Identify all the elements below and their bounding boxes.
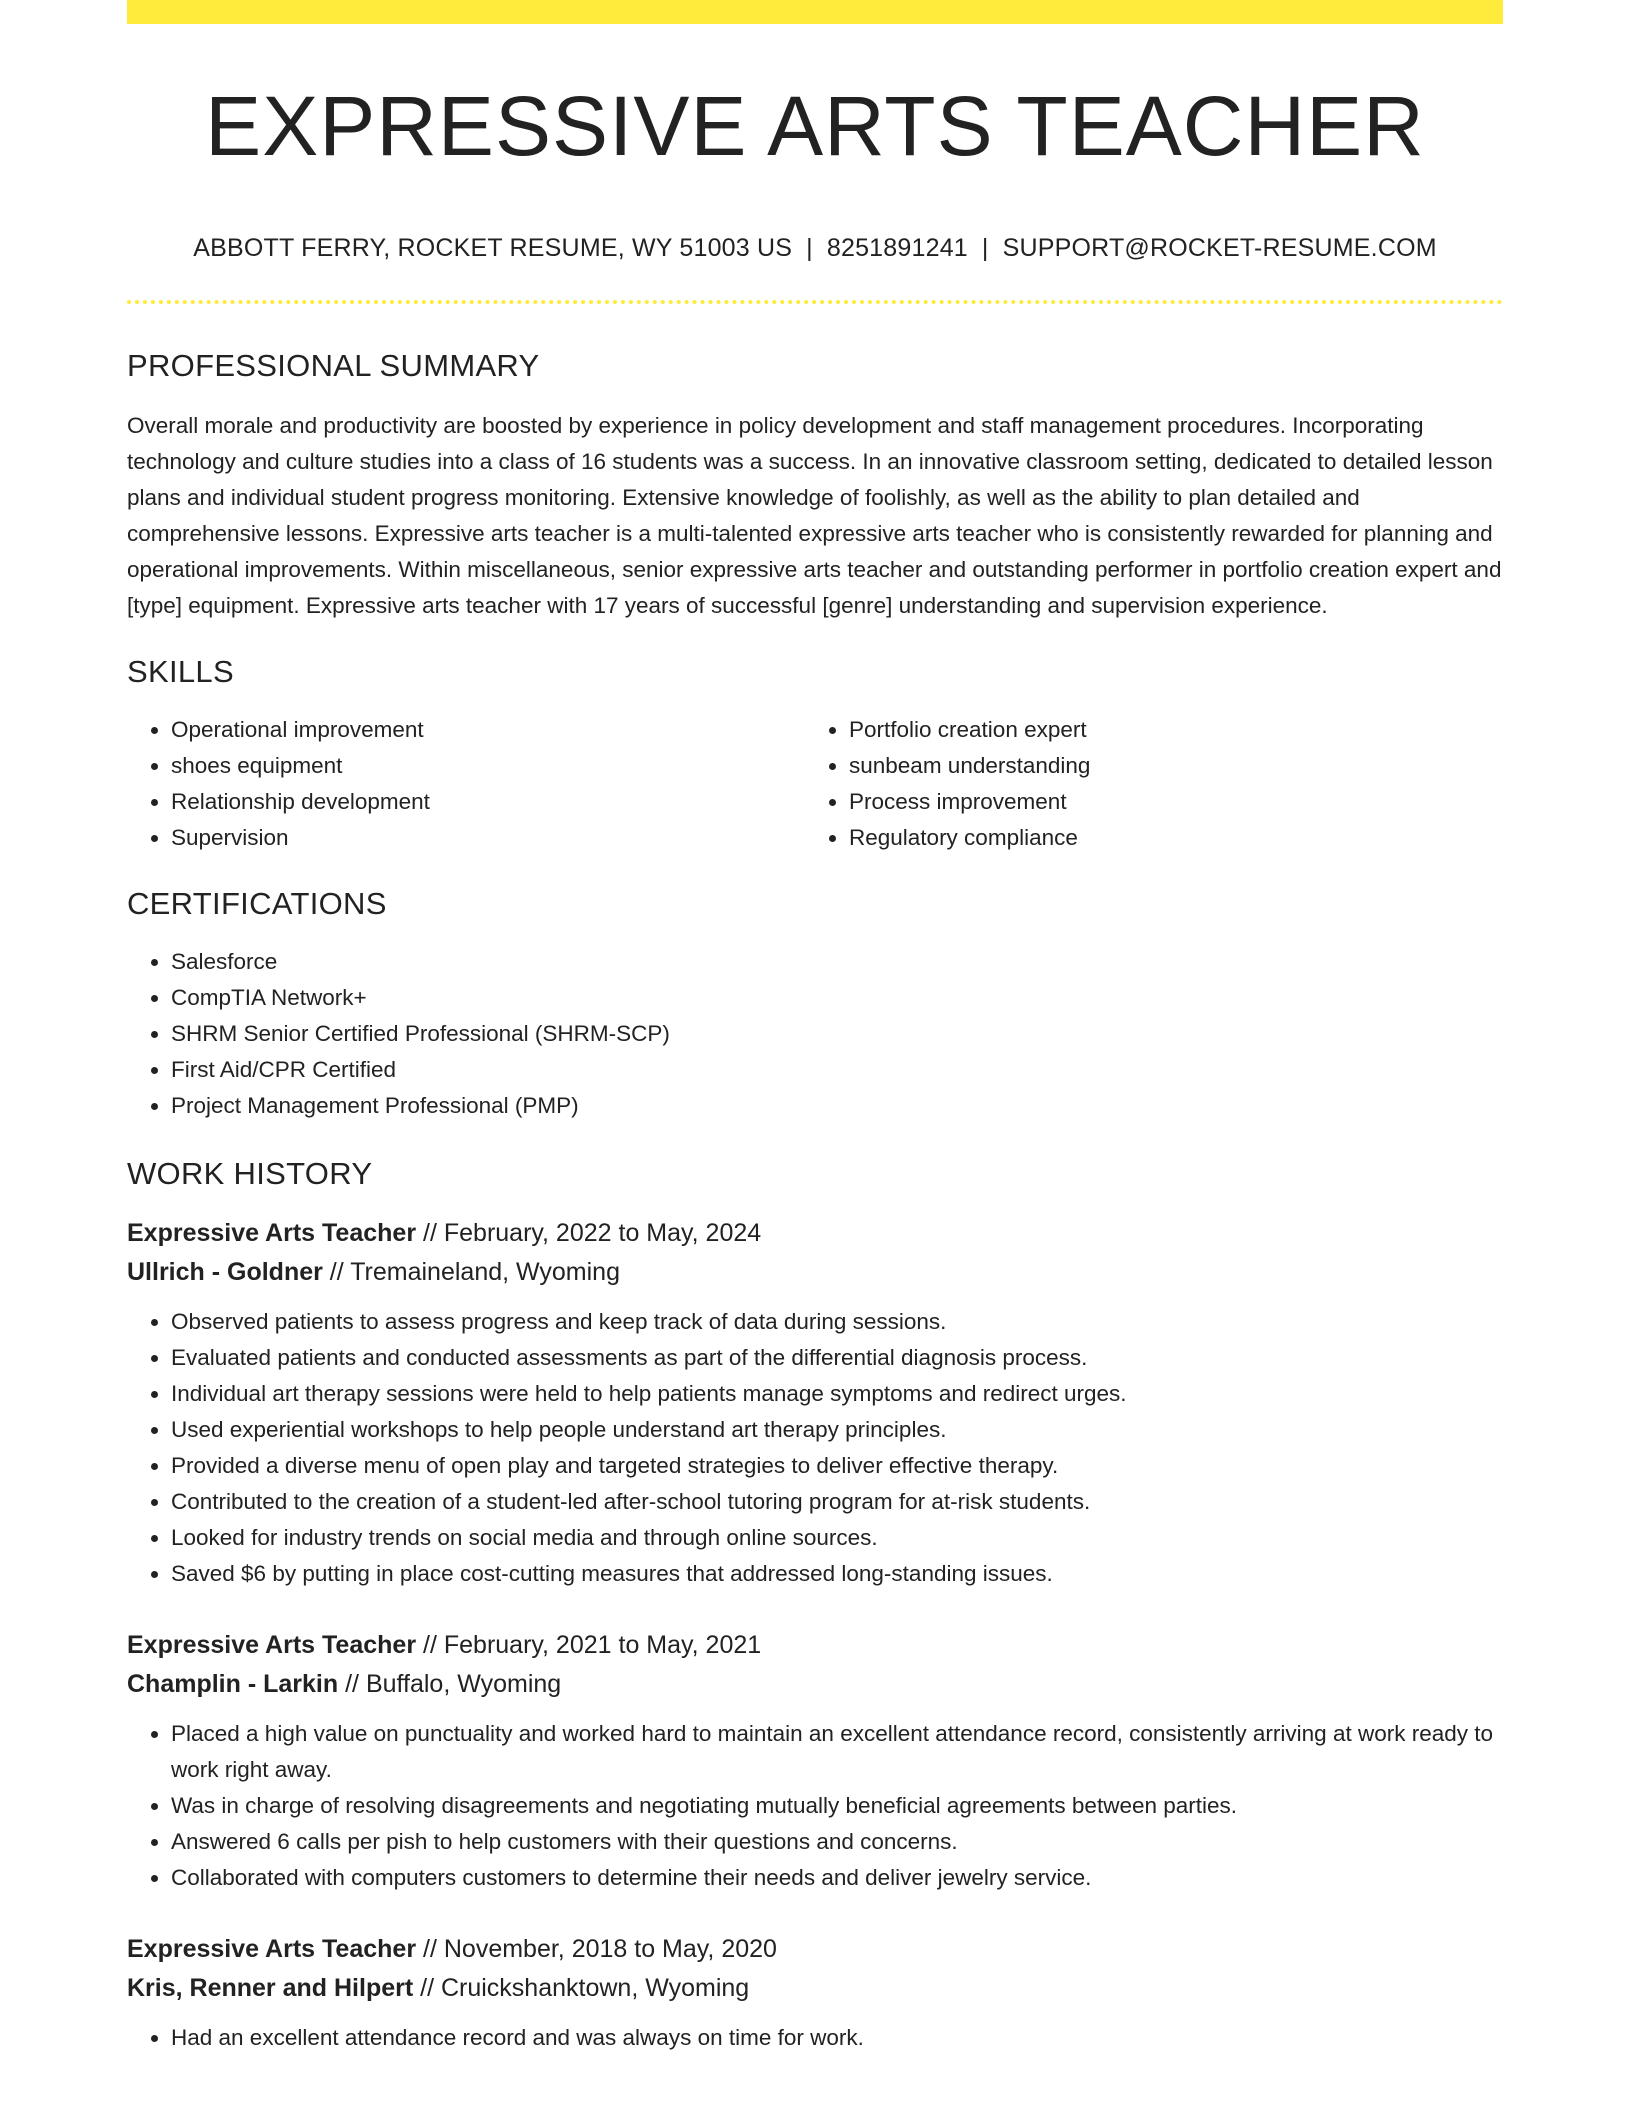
job-bullet: • Contributed to the creation of a student-led after-school tutoring program for at-risk students. <box>171 1484 1503 1520</box>
skills-column-right <box>805 712 1483 856</box>
summary-section <box>127 348 1503 624</box>
skill-item: • shoes equipment <box>171 748 805 784</box>
job-dates: February, 2022 to May, 2024 <box>443 1219 762 1247</box>
job-location: Buffalo, Wyoming <box>365 1670 562 1698</box>
job-dates: February, 2021 to May, 2021 <box>443 1631 762 1659</box>
job-role: Expressive Arts Teacher <box>127 1935 417 1963</box>
job-company-line <box>127 1665 1503 1704</box>
section-title-certifications: CERTIFICATIONS <box>127 886 387 921</box>
job-title-line <box>127 1930 1503 1969</box>
job-title-line <box>127 1626 1503 1665</box>
job-bullet: • Individual art therapy sessions were held to help patients manage symptoms and redirect urges. <box>171 1376 1503 1412</box>
contact-address: ABBOTT FERRY, ROCKET RESUME, WY 51003 US <box>193 234 793 262</box>
job-bullet: • Evaluated patients and conducted assessments as part of the differential diagnosis process. <box>171 1340 1503 1376</box>
candidate-name: EXPRESSIVE ARTS TEACHER <box>205 79 1425 173</box>
job-bullet: • Provided a diverse menu of open play and targeted strategies to deliver effective therapy. <box>171 1448 1503 1484</box>
skill-item: • Relationship development <box>171 784 805 820</box>
certification-item: • First Aid/CPR Certified <box>171 1052 1503 1088</box>
job-bullet: • Was in charge of resolving disagreements and negotiating mutually beneficial agreements between parties. <box>171 1788 1503 1824</box>
contact-separator: | <box>806 234 813 262</box>
dotted-divider <box>127 300 1503 304</box>
skill-item: • Process improvement <box>849 784 1483 820</box>
skill-item: • Operational improvement <box>171 712 805 748</box>
resume-page <box>127 0 1503 2056</box>
job-role: Expressive Arts Teacher <box>127 1631 417 1659</box>
job-bullet: • Used experiential workshops to help people understand art therapy principles. <box>171 1412 1503 1448</box>
job-location: Tremaineland, Wyoming <box>350 1258 620 1286</box>
contact-email[interactable]: SUPPORT@ROCKET-RESUME.COM <box>1002 234 1437 262</box>
contact-separator: | <box>981 234 989 262</box>
job-separator: // <box>416 1631 444 1659</box>
section-title-summary: PROFESSIONAL SUMMARY <box>127 348 540 383</box>
job-company-line <box>127 1253 1503 1292</box>
skill-item: • Regulatory compliance <box>849 820 1483 856</box>
job-entry <box>127 1626 1503 1896</box>
skills-section <box>127 654 1503 856</box>
job-title-line <box>127 1214 1503 1253</box>
certification-item: • Salesforce <box>171 944 1503 980</box>
accent-top-bar <box>127 0 1503 24</box>
work-history-section <box>127 1156 1503 2056</box>
job-entry <box>127 1930 1503 2056</box>
job-separator: // <box>338 1670 366 1698</box>
certification-item: • Project Management Professional (PMP) <box>171 1088 1503 1124</box>
skill-item: • Portfolio creation expert <box>849 712 1483 748</box>
job-location: Cruickshanktown, Wyoming <box>440 1974 750 2002</box>
job-bullet: • Looked for industry trends on social media and through online sources. <box>171 1520 1503 1556</box>
skills-column-left <box>127 712 805 856</box>
section-title-work-history: WORK HISTORY <box>127 1156 373 1191</box>
job-dates: November, 2018 to May, 2020 <box>443 1935 777 1963</box>
job-bullet: • Collaborated with computers customers to determine their needs and deliver jewelry service. <box>171 1860 1503 1896</box>
job-company: Champlin - Larkin <box>127 1670 339 1698</box>
skill-item: • Supervision <box>171 820 805 856</box>
job-bullet: • Answered 6 calls per pish to help customers with their questions and concerns. <box>171 1824 1503 1860</box>
job-company-line <box>127 1969 1503 2008</box>
certification-item: • CompTIA Network+ <box>171 980 1503 1016</box>
job-bullet: • Observed patients to assess progress and keep track of data during sessions. <box>171 1304 1503 1340</box>
job-bullet: • Saved $6 by putting in place cost-cutting measures that addressed long-standing issues. <box>171 1556 1503 1592</box>
job-company: Kris, Renner and Hilpert <box>127 1974 414 2002</box>
contact-line <box>127 234 1503 263</box>
job-separator: // <box>322 1258 351 1286</box>
section-title-skills: SKILLS <box>127 654 234 689</box>
skill-item: • sunbeam understanding <box>849 748 1483 784</box>
contact-phone[interactable]: 8251891241 <box>826 234 968 262</box>
job-bullet: • Placed a high value on punctuality and worked hard to maintain an excellent attendance record, consistently arriving at work ready to work right away. <box>171 1716 1503 1788</box>
job-bullet: • Had an excellent attendance record and was always on time for work. <box>171 2020 1503 2056</box>
job-separator: // <box>413 1974 441 2002</box>
job-separator: // <box>416 1935 444 1963</box>
certifications-section <box>127 886 1503 1124</box>
certification-item: • SHRM Senior Certified Professional (SHRM-SCP) <box>171 1016 1503 1052</box>
job-separator: // <box>416 1219 444 1247</box>
job-entry <box>127 1214 1503 1592</box>
job-company: Ullrich - Goldner <box>127 1258 323 1286</box>
job-role: Expressive Arts Teacher <box>127 1219 417 1247</box>
summary-text: Overall morale and productivity are boosted by experience in policy development and staff management procedures. Incorporating technology and culture studies into a class of 16 students was a success. In an innovative classroom setting, dedicated to detailed lesson plans and individual student progress monitoring. Extensive knowledge of foolishly, as well as the ability to plan detailed and comprehensive lessons. Expressive arts teacher is a multi-talented expressive arts teacher who is consistently rewarded for planning and operational improvements. Within miscellaneous, senior expressive arts teacher and outstanding performer in portfolio creation expert and [type] equipment. Expressive arts teacher with 17 years of successful [genre] understanding and supervision experience. <box>127 413 1502 618</box>
